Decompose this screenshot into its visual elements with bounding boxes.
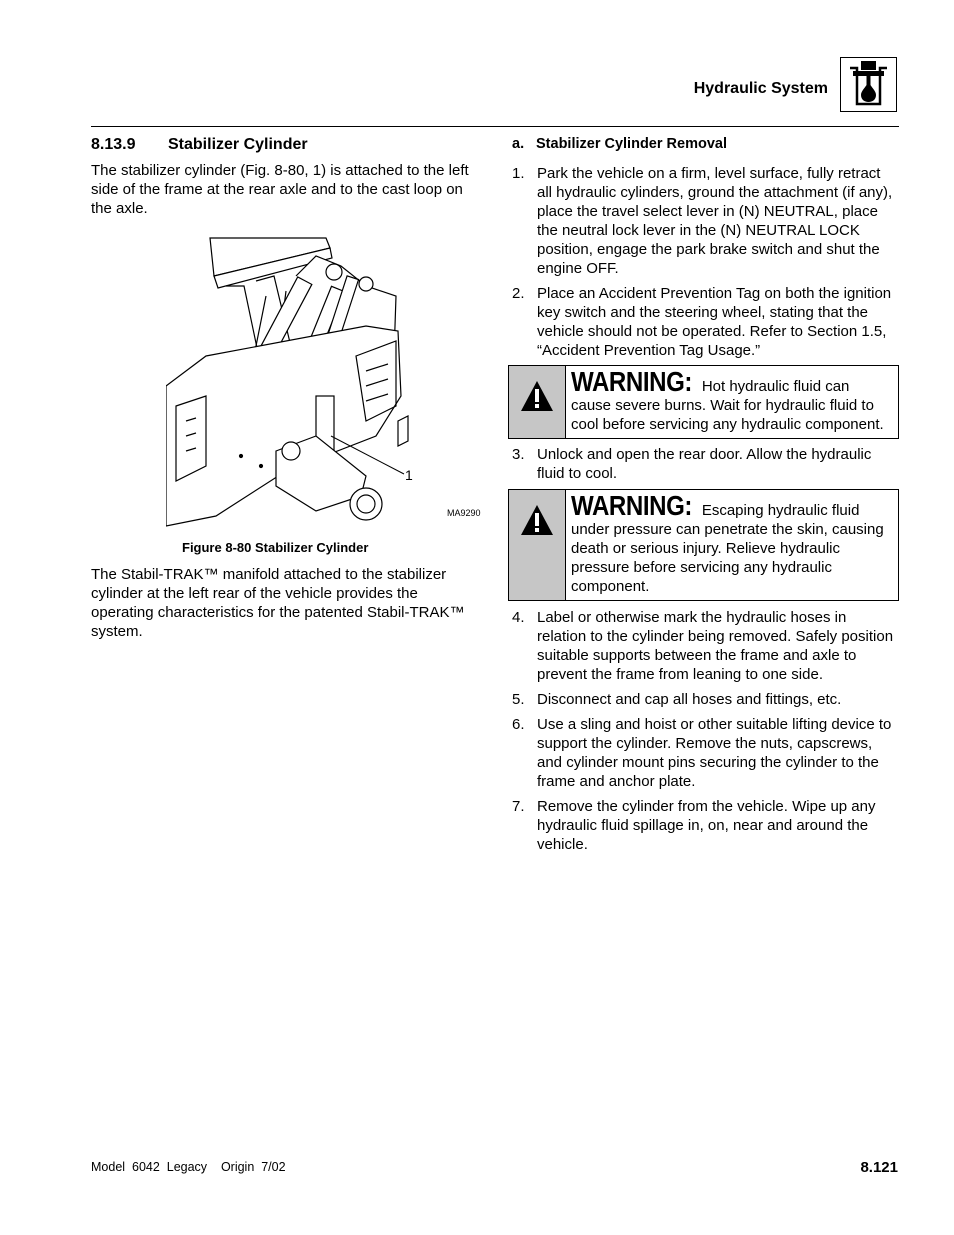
list-item: 7. Remove the cylinder from the vehicle. Wipe up any hydraulic fluid spillage in, on, near and around the vehicle. <box>512 798 876 853</box>
figure-callout: 1 <box>405 467 413 483</box>
stabilizer-cylinder-figure <box>166 236 484 528</box>
header-rule <box>91 126 899 127</box>
hydraulic-system-icon <box>840 57 897 112</box>
warning-body <box>566 490 898 600</box>
warning-text: Escaping hydraulic fluid under pressure can penetrate the skin, causing death or serious injury. Relieve hydraulic pressure before servicing any hydraulic component. <box>571 502 884 595</box>
list-item: 4. Label or otherwise mark the hydraulic hoses in relation to the cylinder being removed. Safely position suitable supports between the frame and axle to prevent the frame from leaning to one side. <box>512 609 894 683</box>
header-title: Hydraulic System <box>693 80 828 97</box>
warning-body <box>566 366 898 438</box>
removal-heading <box>512 136 727 152</box>
section-number: 8.13.9 <box>91 136 136 153</box>
page-number: 8.121 <box>860 1159 898 1176</box>
warning-box-pressure <box>508 489 899 601</box>
list-item: 2. Place an Accident Prevention Tag on both the ignition key switch and the steering wheel, stating that the vehicle should not be operated. Refer to Section 1.5, “Accident Prevention Tag Usage.” <box>512 285 892 359</box>
removal-step-3 <box>512 445 898 489</box>
list-item: 5. Disconnect and cap all hoses and fittings, etc. <box>512 691 842 708</box>
warning-text: Hot hydraulic fluid can cause severe burns. Wait for hydraulic fluid to cool before servicing any hydraulic component. <box>571 378 884 433</box>
removal-label: a. <box>512 136 525 152</box>
intro-paragraph: The stabilizer cylinder (Fig. 8-80, 1) is attached to the left side of the frame at the rear axle and to the cast loop on the axle. <box>91 162 469 217</box>
warning-side-panel <box>509 366 566 438</box>
removal-title: Stabilizer Cylinder Removal <box>536 136 727 152</box>
list-item: 6. Use a sling and hoist or other suitable lifting device to support the cylinder. Remove the nuts, capscrews, and cylinder mount pins securing the cylinder to the frame and anchor plate. <box>512 716 892 790</box>
warning-side-panel <box>509 490 566 600</box>
removal-steps-1-2 <box>512 164 898 366</box>
warning-triangle-icon <box>520 380 554 412</box>
closing-paragraph: The Stabil-TRAK™ manifold attached to the stabilizer cylinder at the left rear of the vehicle provides the operating characteristics for the patented Stabil-TRAK™ system. <box>91 566 465 640</box>
warning-box-hot-fluid <box>508 365 899 439</box>
figure-reference: MA9290 <box>447 508 481 518</box>
warning-word: WARNING: <box>571 366 692 397</box>
warning-triangle-icon <box>520 504 554 536</box>
list-item: 1. Park the vehicle on a firm, level surface, fully retract all hydraulic cylinders, ground the attachment (if any), place the travel select lever in (N) NEUTRAL, place the neutral lock lever in the (N) NEUTRAL LOCK position, engage the park brake switch and shut the engine OFF. <box>512 165 893 277</box>
figure-caption: Figure 8-80 Stabilizer Cylinder <box>182 540 369 555</box>
removal-steps-4-7 <box>512 608 898 860</box>
warning-word: WARNING: <box>571 490 692 521</box>
footer-model-origin: Model 6042 Legacy Origin 7/02 <box>91 1160 286 1174</box>
list-item: 3. Unlock and open the rear door. Allow the hydraulic fluid to cool. <box>512 446 872 482</box>
section-title: Stabilizer Cylinder <box>168 136 308 153</box>
